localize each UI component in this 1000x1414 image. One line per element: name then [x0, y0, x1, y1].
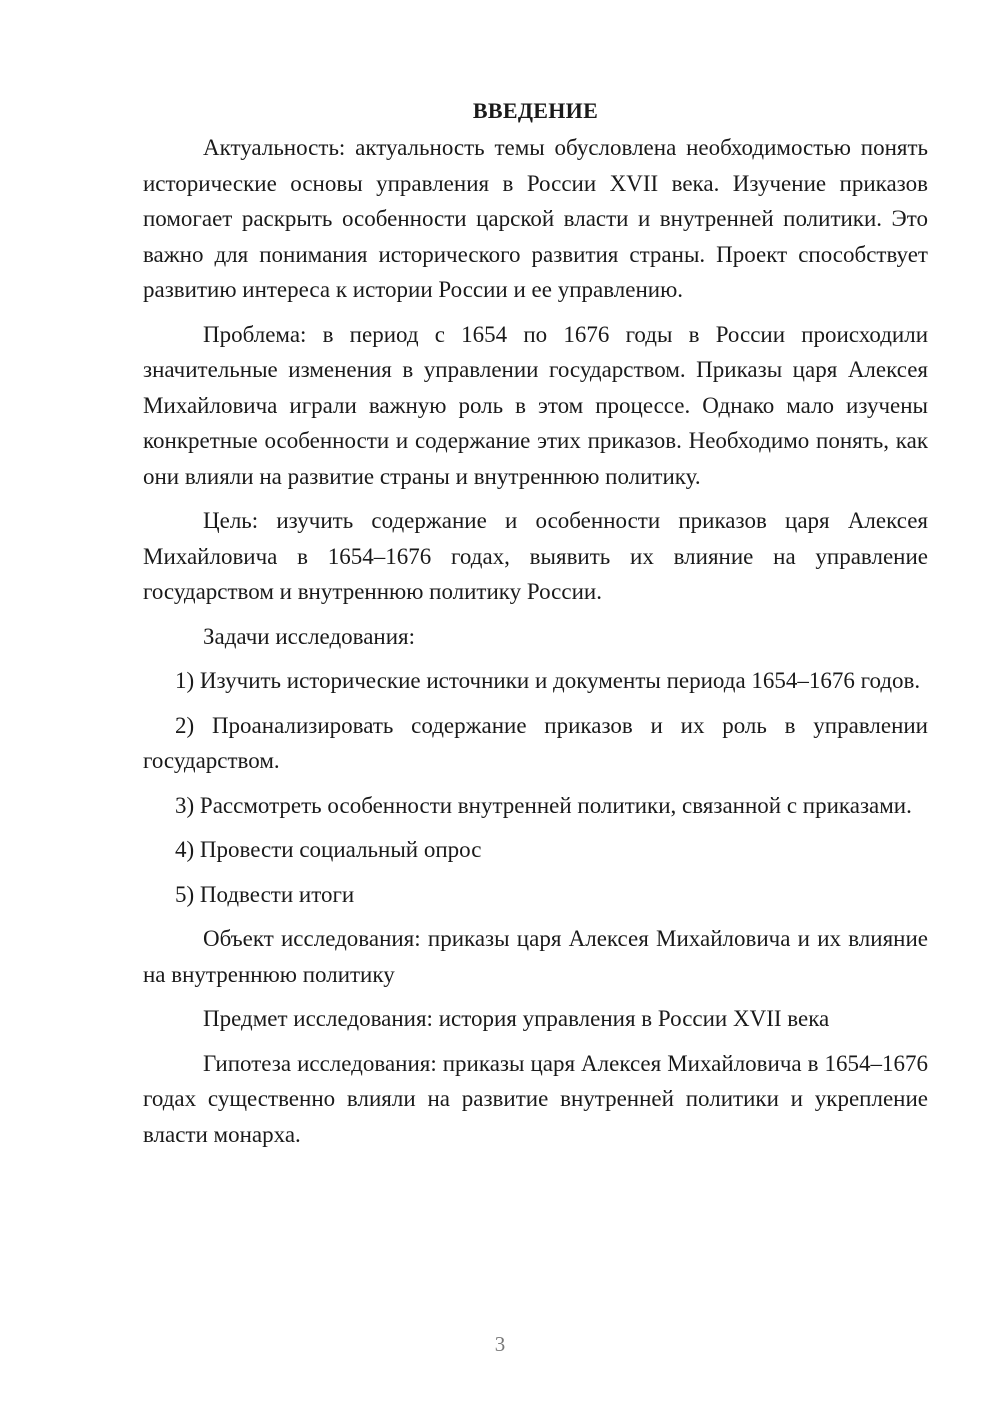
task-item-4: 4) Провести социальный опрос	[175, 837, 482, 862]
paragraph-relevance: Актуальность: актуальность темы обусловлена необходимостью понять исторические основы управления в России XVII века. Изучение приказов помогает раскрыть особенности царской власти и внутренней политики. Это важно для понимания исторического развития страны. Проект способствует развитию интереса к истории России и ее управлению.	[143, 135, 928, 302]
section-heading: ВВЕДЕНИЕ	[472, 98, 599, 123]
paragraph-goal: Цель: изучить содержание и особенности приказов царя Алексея Михайловича в 1654–1676 годах, выявить их влияние на управление государством и внутреннюю политику России.	[143, 508, 928, 604]
task-item-1: 1) Изучить исторические источники и документы периода 1654–1676 годов.	[175, 668, 921, 693]
paragraph-subject: Предмет исследования: история управления в России XVII века	[203, 1006, 830, 1031]
paragraph-tasks-heading: Задачи исследования:	[203, 623, 416, 649]
paragraph-problem: Проблема: в период с 1654 по 1676 годы в России происходили значительные изменения в управлении государством. Приказы царя Алексея Михайловича играли важную роль в этом процессе. Однако мало изучены конкретные особенности и содержание этих приказов. Необходимо понять, как они влияли на развитие страны и внутреннюю политику.	[143, 321, 928, 489]
task-item-3: 3) Рассмотреть особенности внутренней политики, связанной с приказами.	[175, 792, 912, 818]
paragraph-object: Объект исследования: приказы царя Алексея Михайловича и их влияние на внутреннюю политику	[143, 926, 928, 987]
task-item-5: 5) Подвести итоги	[175, 881, 355, 907]
paragraph-hypothesis: Гипотеза исследования: приказы царя Алексея Михайловича в 1654–1676 годах существенно влияли на развитие внутренней политики и укрепление власти монарха.	[143, 1050, 928, 1147]
page-number: 3	[494, 1332, 506, 1356]
task-item-2: 2) Проанализировать содержание приказов и их роль в управлении государством.	[143, 712, 928, 773]
document-page	[143, 96, 928, 1161]
